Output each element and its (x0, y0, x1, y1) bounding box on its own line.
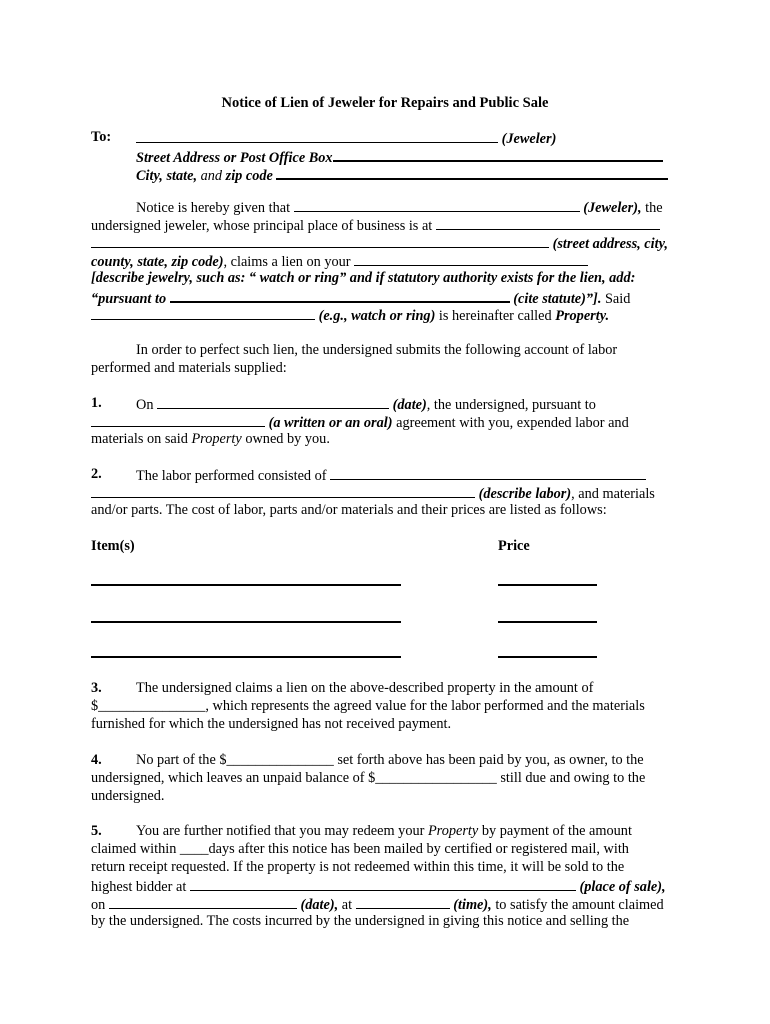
price-row-3-blank[interactable] (498, 656, 597, 658)
section-2-number: 2. (91, 466, 102, 482)
section-5-line-2: claimed within ____days after this notice has been mailed by certified or registered mail, with (91, 841, 629, 857)
section-3-number: 3. (91, 680, 102, 696)
item-row-2-blank[interactable] (91, 621, 401, 623)
sale-time-blank[interactable] (356, 894, 450, 909)
price-row-2-blank[interactable] (498, 621, 597, 623)
section-1-line-3: materials on said Property owned by you. (91, 431, 330, 447)
intro-line-2: undersigned jeweler, whose principal place of business is at (91, 215, 660, 235)
statute-blank[interactable] (170, 287, 510, 303)
section-3-line-2: $_______________, which represents the agreed value for the labor performed and the materials (91, 698, 645, 714)
section-5-number: 5. (91, 823, 102, 839)
agreement-type-blank[interactable] (91, 412, 265, 427)
intro-line-5: [describe jewelry, such as: “ watch or ring” and if statutory authority exists for the lien, add: (91, 270, 636, 286)
document-title: Notice of Lien of Jeweler for Repairs and Public Sale (221, 95, 549, 111)
city-state-zip-blank[interactable] (276, 164, 668, 180)
business-address-blank-2[interactable] (91, 233, 549, 248)
price-row-1-blank[interactable] (498, 584, 597, 586)
section-1-line-1: On (date), the undersigned, pursuant to (136, 394, 596, 414)
section-5-line-6: by the undersigned. The costs incurred by the undersigned in giving this notice and selling the (91, 913, 630, 929)
to-jeweler-line: (Jeweler) (136, 128, 556, 148)
section-5-line-3: return receipt requested. If the property is not redeemed within this time, it will be sold to the (91, 859, 625, 875)
labor-blank[interactable] (330, 465, 646, 480)
section-2-line-2: (describe labor), and materials (91, 483, 655, 503)
section-3-line-1: The undersigned claims a lien on the above-described property in the amount of (136, 680, 594, 696)
price-header: Price (498, 538, 530, 554)
section-5-line-4: highest bidder at (place of sale), (91, 876, 666, 896)
intro-line-3: (street address, city, (91, 233, 668, 253)
labor-blank-2[interactable] (91, 483, 475, 498)
section-2-line-3: and/or parts. The cost of labor, parts and/or materials and their prices are listed as follows: (91, 502, 607, 518)
section-4-number: 4. (91, 752, 102, 768)
items-header: Item(s) (91, 538, 135, 554)
business-address-blank[interactable] (436, 215, 660, 230)
place-of-sale-blank[interactable] (190, 876, 576, 891)
street-address-blank[interactable] (333, 146, 663, 162)
intro-line-1: Notice is hereby given that (Jeweler), the (136, 197, 663, 217)
intro-line-4: county, state, zip code), claims a lien on your (91, 251, 588, 271)
section-3-line-3: furnished for which the undersigned has not received payment. (91, 716, 452, 732)
date-blank[interactable] (157, 394, 389, 409)
to-city-line: City, state, and zip code (136, 164, 668, 185)
item-row-3-blank[interactable] (91, 656, 401, 658)
section-2-line-1: The labor performed consisted of (136, 465, 646, 485)
sale-date-blank[interactable] (109, 894, 297, 909)
perfect-line-1: In order to perfect such lien, the undersigned submits the following account of labor (136, 342, 618, 358)
intro-line-6: “pursuant to (cite statute)”]. Said (91, 287, 630, 308)
jewelry-blank[interactable] (354, 251, 588, 266)
to-street-line: Street Address or Post Office Box (136, 146, 663, 167)
property-blank[interactable] (91, 305, 315, 320)
section-4-line-1: No part of the $_______________ set forth above has been paid by you, as owner, to the (136, 752, 644, 768)
section-5-line-5: on (date), at (time), to satisfy the amount claimed (91, 894, 664, 914)
section-5-line-1: You are further notified that you may redeem your Property by payment of the amount (136, 823, 632, 839)
section-4-line-3: undersigned. (91, 788, 165, 804)
jeweler-blank[interactable] (294, 197, 580, 212)
to-label: To: (91, 129, 112, 145)
jeweler-name-blank[interactable] (136, 128, 498, 143)
section-1-number: 1. (91, 395, 102, 411)
item-row-1-blank[interactable] (91, 584, 401, 586)
intro-line-7: (e.g., watch or ring) is hereinafter called Property. (91, 305, 609, 325)
perfect-line-2: performed and materials supplied: (91, 360, 287, 376)
section-1-line-2: (a written or an oral) agreement with you, expended labor and (91, 412, 629, 432)
section-4-line-2: undersigned, which leaves an unpaid balance of $_________________ still due and owing to the (91, 770, 646, 786)
